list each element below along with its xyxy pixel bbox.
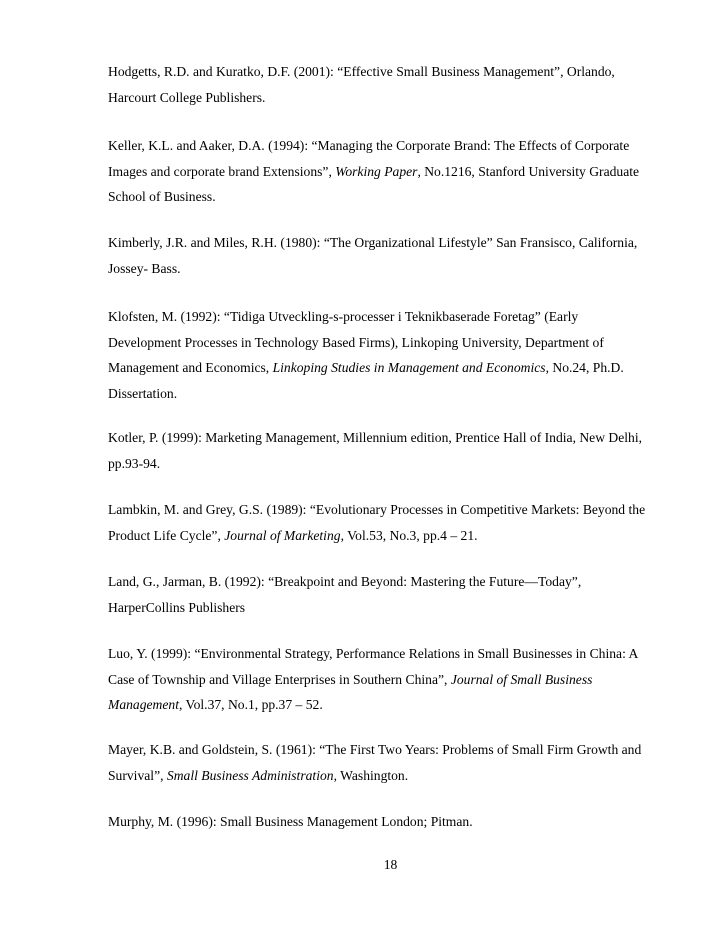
reference-text: , Vol.37, No.1, pp.37 – 52. xyxy=(178,697,323,712)
reference-text: , No.24, Ph.D. xyxy=(545,360,624,375)
reference-entry-keller xyxy=(108,133,683,210)
reference-entry-land xyxy=(108,569,683,620)
reference-line xyxy=(108,667,683,693)
reference-line xyxy=(108,256,683,282)
reference-line xyxy=(108,641,683,667)
reference-text: Land, G., Jarman, B. (1992): “Breakpoint and Beyond: Mastering the Future—Today”, xyxy=(108,574,582,589)
reference-text: Kotler, P. (1999): Marketing Management, Millennium edition, Prentice Hall of India, New Delhi, xyxy=(108,430,643,445)
reference-line xyxy=(108,230,683,256)
reference-entry-luo xyxy=(108,641,683,718)
reference-line xyxy=(108,133,683,159)
reference-text: Jossey- Bass. xyxy=(108,260,181,276)
reference-line xyxy=(108,523,683,549)
reference-text: Luo, Y. (1999): “Environmental Strategy, Performance Relations in Small Businesses in China: A xyxy=(108,646,639,661)
reference-text: HarperCollins Publishers xyxy=(108,599,246,615)
reference-line xyxy=(108,355,683,381)
italic-title-text: Management xyxy=(108,697,179,712)
reference-line xyxy=(108,809,683,835)
italic-title-text: Journal of Marketing xyxy=(224,527,341,543)
reference-text: Survival”, xyxy=(108,767,167,783)
reference-line xyxy=(108,569,683,595)
reference-text: Harcourt College Publishers. xyxy=(108,89,266,105)
reference-line xyxy=(108,763,683,789)
italic-title-text: Linkoping Studies in Management and Economics xyxy=(272,360,546,375)
reference-text: Case of Township and Village Enterprises in Southern China”, xyxy=(108,671,451,687)
italic-title-text: Small Business Administration xyxy=(166,767,334,783)
reference-text: Lambkin, M. and Grey, G.S. (1989): “Evolutionary Processes in Competitive Markets: Beyond the xyxy=(108,502,646,517)
reference-line xyxy=(108,497,683,523)
reference-entry-klofsten xyxy=(108,304,683,406)
reference-text: , No.1216, Stanford University Graduate xyxy=(417,163,640,179)
reference-text: , Washington. xyxy=(333,767,409,783)
reference-line xyxy=(108,595,683,621)
reference-entry-kimberly xyxy=(108,230,683,281)
reference-text: Hodgetts, R.D. and Kuratko, D.F. (2001): “Effective Small Business Management”, Orlando, xyxy=(108,64,615,79)
page-number: 18 xyxy=(383,857,398,872)
reference-text: Development Processes in Technology Based Firms), Linkoping University, Department of xyxy=(108,334,604,350)
reference-line xyxy=(108,330,683,356)
reference-line xyxy=(108,85,683,111)
reference-line xyxy=(108,159,683,185)
reference-text: Mayer, K.B. and Goldstein, S. (1961): “The First Two Years: Problems of Small Firm Growth and xyxy=(108,742,642,757)
reference-text: Product Life Cycle”, xyxy=(108,527,225,543)
reference-text: , Vol.53, No.3, pp.4 – 21. xyxy=(340,527,478,543)
reference-text: School of Business. xyxy=(108,189,216,204)
reference-text: Klofsten, M. (1992): “Tidiga Utveckling-s-processer i Teknikbaserade Foretag” (Early xyxy=(108,309,579,324)
reference-text: pp.93-94. xyxy=(108,455,161,471)
reference-text: Keller, K.L. and Aaker, D.A. (1994): “Managing the Corporate Brand: The Effects of Corporate xyxy=(108,138,630,153)
reference-text: Murphy, M. (1996): Small Business Management London; Pitman. xyxy=(108,814,473,829)
reference-line xyxy=(108,451,683,477)
reference-line xyxy=(108,184,683,210)
reference-line xyxy=(108,381,683,407)
reference-entry-murphy xyxy=(108,809,683,835)
reference-line xyxy=(108,692,683,718)
reference-entry-lambkin xyxy=(108,497,683,548)
reference-entry-mayer xyxy=(108,737,683,788)
reference-line xyxy=(108,737,683,763)
reference-entry-hodgetts xyxy=(108,59,683,110)
italic-title-text: Working Paper xyxy=(335,163,418,179)
reference-entry-kotler xyxy=(108,425,683,476)
reference-line xyxy=(108,425,683,451)
reference-text: Kimberly, J.R. and Miles, R.H. (1980): “The Organizational Lifestyle” San Fransisco, California, xyxy=(108,235,638,250)
italic-title-text: Journal of Small Business xyxy=(450,671,593,687)
reference-text: Images and corporate brand Extensions”, xyxy=(108,163,336,179)
reference-text: Management and Economics, xyxy=(108,360,273,375)
reference-text: Dissertation. xyxy=(108,385,178,401)
reference-line xyxy=(108,304,683,330)
reference-line xyxy=(108,59,683,85)
